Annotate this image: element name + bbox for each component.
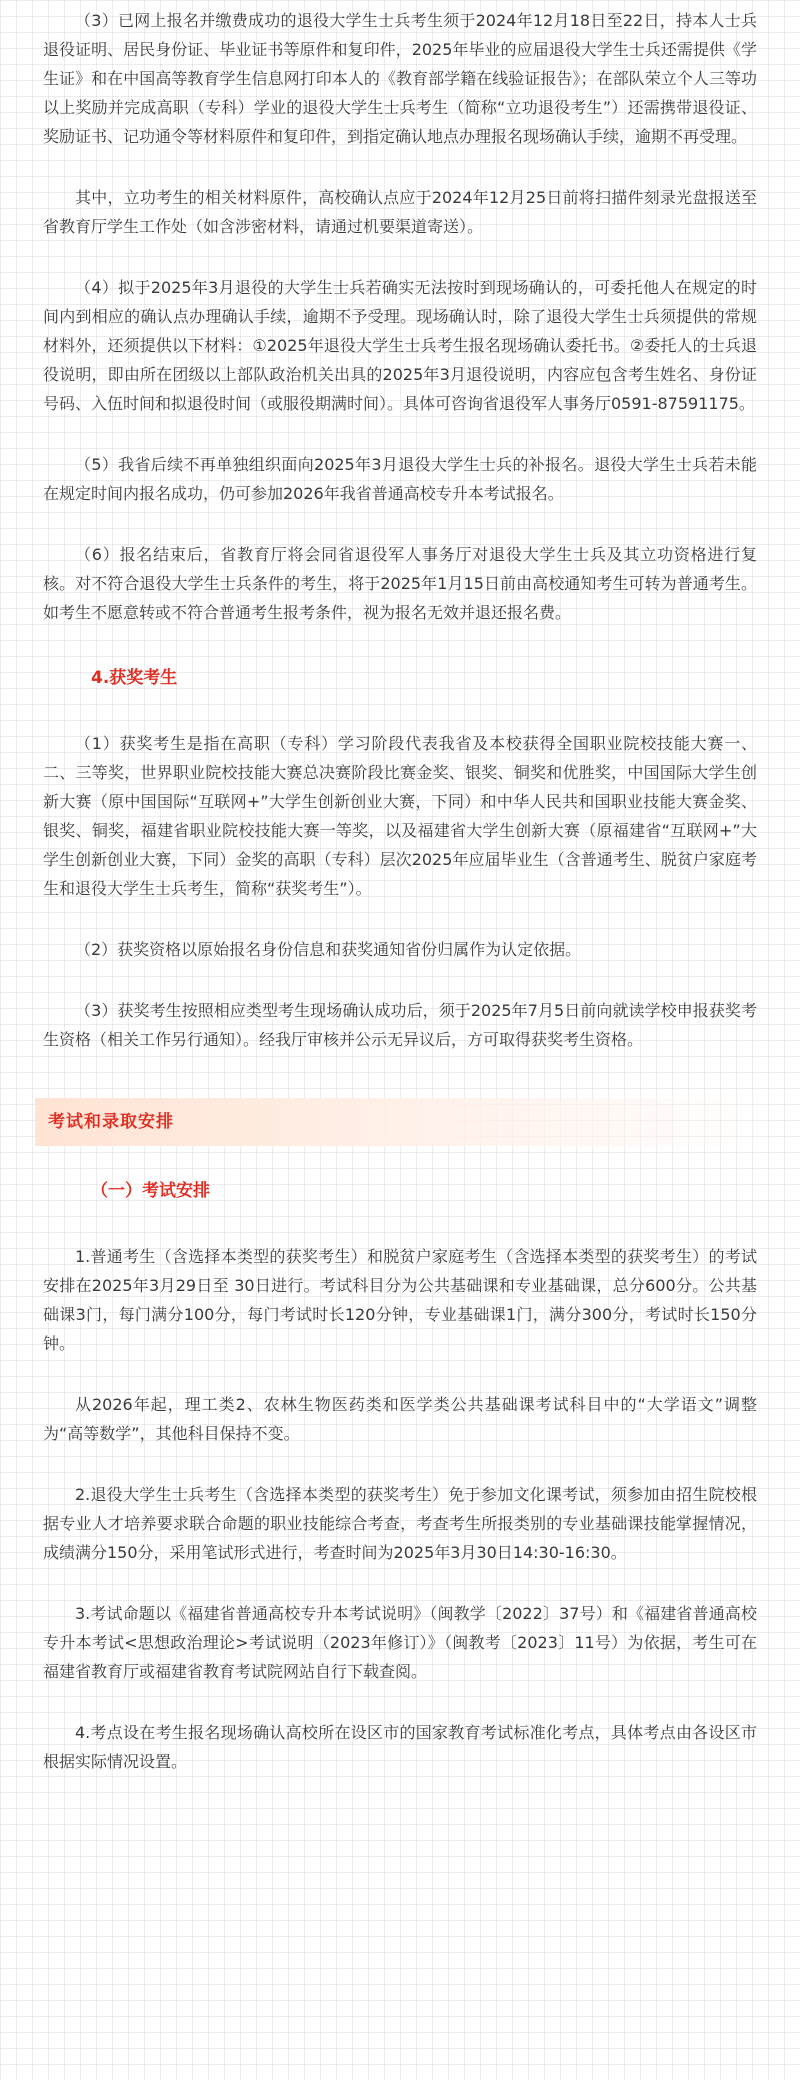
- paragraph-award-declaration: （3）获奖考生按照相应类型考生现场确认成功后，须于2025年7月5日前向就读学校申报获奖考生资格（相关工作另行通知）。经我厅审核并公示无异议后，方可取得获奖考生资格。: [43, 1001, 757, 1049]
- paragraph-no-supplementary-registration: （5）我省后续不再单独组织面向2025年3月退役大学生士兵的补报名。退役大学生士兵若未能在规定时间内报名成功，仍可参加2026年我省普通高校专升本考试报名。: [43, 455, 757, 503]
- paragraph-exam-syllabus: 3.考试命题以《福建省普通高校专升本考试说明》（闽教学〔2022〕37号）和《福建省普通高校专升本考试<思想政治理论>考试说明（2023年修订）》（闽教考〔2023〕11号）为依据，考生可在福建省教育厅或福建省教育考试院网站自行下载查阅。: [43, 1604, 757, 1681]
- paragraph-award-basis: （2）获奖资格以原始报名身份信息和获奖通知省份归属作为认定依据。: [75, 940, 582, 959]
- paragraph-subject-change: 从2026年起，理工类2、农林生物医药类和医学类公共基础课考试科目中的“大学语文”调整为“高等数学”，其他科目保持不变。: [43, 1395, 757, 1443]
- paragraph-veteran-confirmation: （3）已网上报名并缴费成功的退役大学生士兵考生须于2024年12月18日至22日，持本人士兵退役证明、居民身份证、毕业证书等原件和复印件，2025年毕业的应届退役大学生士兵还需提供《学生证》和在中国高等教育学生信息网打印本人的《教育部学籍在线验证报告》；在部队荣立个人三等功以上奖励并完成高职（专科）学业的退役大学生士兵考生（简称“立功退役考生”）还需携带退役证、奖励证书、记功通令等材料原件和复印件，到指定确认地点办理报名现场确认手续，逾期不再受理。: [43, 11, 757, 146]
- section-banner-title: 考试和录取安排: [48, 1112, 174, 1132]
- section-banner: [35, 1098, 775, 1146]
- article-content: [39, 0, 761, 1776]
- paragraph-exam-schedule: 1.普通考生（含选择本类型的获奖考生）和脱贫户家庭考生（含选择本类型的获奖考生）的考试安排在2025年3月29日至 30日进行。考试科目分为公共基础课和专业基础课，总分600分。公共基础课3门，每门满分100分，每门考试时长120分钟，专业基础课1门，满分300分，考试时长150分钟。: [43, 1247, 757, 1353]
- paragraph-meritorious-materials: 其中，立功考生的相关材料原件，高校确认点应于2024年12月25日前将扫描件刻录光盘报送至省教育厅学生工作处（如含涉密材料，请通过机要渠道寄送）。: [43, 188, 757, 236]
- paragraph-qualification-review: （6）报名结束后，省教育厅将会同省退役军人事务厅对退役大学生士兵及其立功资格进行复核。对不符合退役大学生士兵条件的考生，将于2025年1月15日前由高校通知考生可转为普通考生。如考生不愿意转或不符合普通考生报考条件，视为报名无效并退还报名费。: [43, 545, 757, 622]
- paragraph-exam-sites: 4.考点设在考生报名现场确认高校所在设区市的国家教育考试标准化考点，具体考点由各设区市根据实际情况设置。: [43, 1723, 757, 1771]
- paragraph-veteran-skills-exam: 2.退役大学生士兵考生（含选择本类型的获奖考生）免于参加文化课考试，须参加由招生院校根据专业人才培养要求联合命题的职业技能综合考查，考查考生所报类别的专业基础课技能掌握情况，成绩满分150分，采用笔试形式进行，考查时间为2025年3月30日14:30-16:30。: [43, 1485, 757, 1562]
- award-candidates-heading: 4.获奖考生: [91, 668, 178, 688]
- paragraph-proxy-confirmation: （4）拟于2025年3月退役的大学生士兵若确实无法按时到现场确认的，可委托他人在规定的时间内到相应的确认点办理确认手续，逾期不予受理。现场确认时，除了退役大学生士兵须提供的常规材料外，还须提供以下材料：①2025年退役大学生士兵考生报名现场确认委托书。②委托人的士兵退役说明，即由所在团级以上部队政治机关出具的2025年3月退役说明，内容应包含考生姓名、身份证号码、入伍时间和拟退役时间（或服役期满时间）。具体可咨询省退役军人事务厅0591-87591175。: [43, 278, 757, 413]
- exam-arrangement-heading: （一）考试安排: [91, 1181, 210, 1201]
- paragraph-award-definition: （1）获奖考生是指在高职（专科）学习阶段代表我省及本校获得全国职业院校技能大赛一、二、三等奖，世界职业院校技能大赛总决赛阶段比赛金奖、银奖、铜奖和优胜奖，中国国际大学生创新大赛（原中国国际“互联网+”大学生创新创业大赛，下同）和中华人民共和国职业技能大赛金奖、银奖、铜奖，福建省职业院校技能大赛一等奖，以及福建省大学生创新大赛（原福建省“互联网+”大学生创新创业大赛，下同）金奖的高职（专科）层次2025年应届毕业生（含普通考生、脱贫户家庭考生和退役大学生士兵考生，简称“获奖考生”）。: [43, 734, 757, 898]
